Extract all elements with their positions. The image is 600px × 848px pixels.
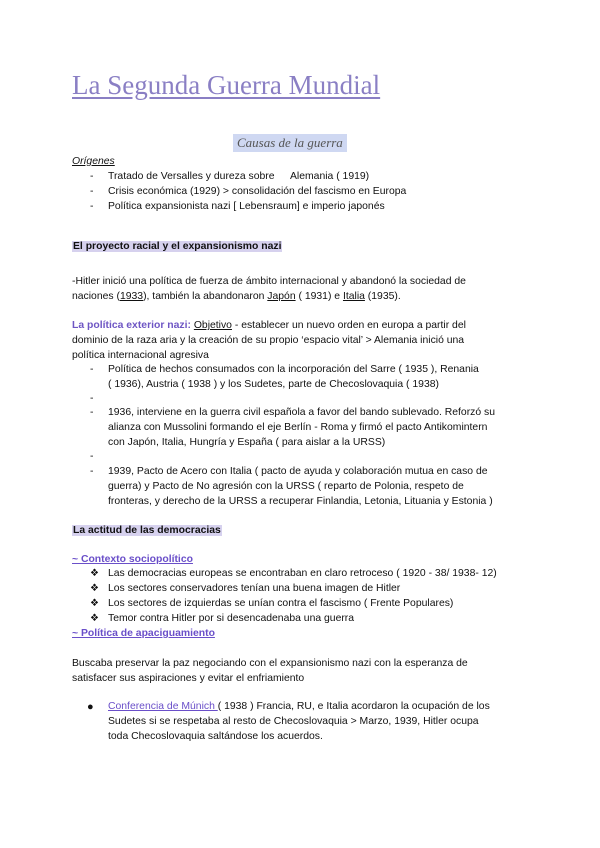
diamond-bullet-icon: ❖	[90, 583, 99, 594]
apaciguamiento-link[interactable]: ~ Política de apaciguamiento	[72, 628, 215, 639]
dash-bullet: -	[90, 407, 94, 418]
paragraph-line: Buscaba preservar la paz negociando con el expansionismo nazi con la esperanza de	[72, 658, 468, 669]
section-heading-proyecto: El proyecto racial y el expansionismo nazi	[73, 241, 282, 252]
dash-bullet: -	[90, 466, 94, 477]
dash-bullet: -	[90, 393, 94, 404]
politica-exterior-label: La política exterior nazi:	[72, 320, 191, 331]
dash-bullet: -	[90, 201, 94, 212]
paragraph-line: política internacional agresiva	[72, 350, 209, 361]
paragraph-line: -Hitler inició una política de fuerza de ámbito internacional y abandonó la sociedad de	[72, 276, 466, 287]
contexto-link[interactable]: ~ Contexto sociopolítico	[72, 554, 193, 565]
bullet-dot-icon: ●	[87, 701, 94, 713]
section-subtitle: Causas de la guerra	[233, 134, 347, 152]
dash-bullet: -	[90, 171, 94, 182]
diamond-bullet-icon: ❖	[90, 568, 99, 579]
paragraph-line: La política exterior nazi: Objetivo - establecer un nuevo orden en europa a partir del	[72, 320, 466, 331]
dash-bullet: -	[90, 186, 94, 197]
paragraph-line: naciones (1933), también la abandonaron Japón ( 1931) e Italia (1935).	[72, 291, 401, 302]
paragraph-line: dominio de la raza aria y la creación de su propio ‘espacio vital’ > Alemania inició una	[72, 335, 465, 346]
dash-bullet: -	[90, 451, 94, 462]
page-title: La Segunda Guerra Mundial	[72, 70, 381, 100]
diamond-bullet-icon: ❖	[90, 598, 99, 609]
origenes-heading: Orígenes	[72, 156, 115, 167]
paragraph-line: satisfacer sus aspiraciones y evitar el enfriamiento	[72, 673, 305, 684]
section-heading-democracias: La actitud de las democracias	[73, 525, 221, 536]
munich-link[interactable]: Conferencia de Múnich	[108, 701, 218, 712]
dash-bullet: -	[90, 364, 94, 375]
diamond-bullet-icon: ❖	[90, 613, 99, 624]
